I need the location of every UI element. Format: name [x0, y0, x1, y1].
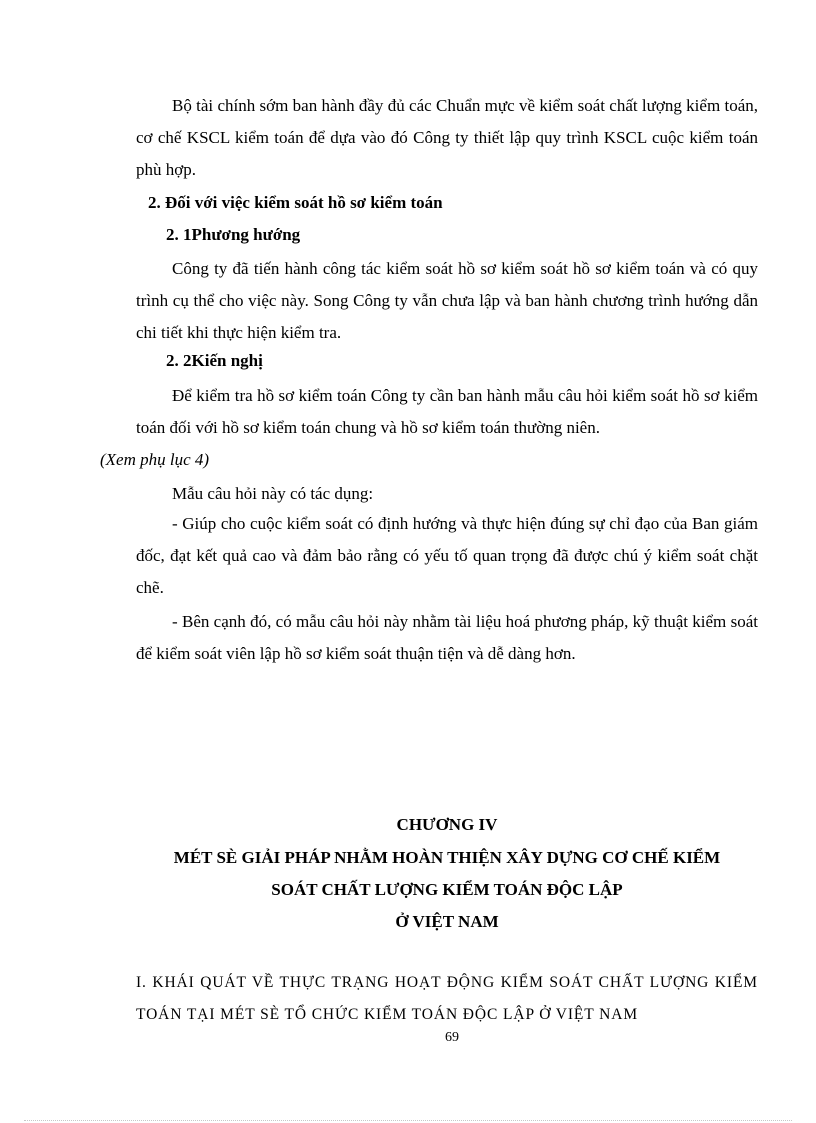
- subsection-2-1-heading: 2. 1Phương hướng: [166, 225, 301, 244]
- page-number: 69: [445, 1030, 459, 1045]
- appendix-note: (Xem phụ lục 4): [100, 450, 210, 469]
- chapter-label: CHƯƠNG IV: [396, 815, 498, 834]
- effects-intro: Mẫu câu hỏi này có tác dụng:: [172, 484, 374, 503]
- page-bottom-divider: [24, 1120, 792, 1121]
- chapter-title-line-1: MÉT SÈ GIẢI PHÁP NHẰM HOÀN THIỆN XÂY DỰNG CƠ CHẾ KIỂM: [173, 848, 721, 867]
- bullet-2: - Bên cạnh đó, có mẫu câu hỏi này nhằm tài liệu hoá phương pháp, kỹ thuật kiểm soát để kiểm soát viên lập hồ sơ kiểm soát thuận tiện và dễ dàng hơn.: [136, 612, 758, 663]
- subsection-2-2-paragraph: Để kiểm tra hồ sơ kiểm toán Công ty cần ban hành mẫu câu hỏi kiểm soát hồ sơ kiểm toán đối với hồ sơ kiểm toán chung và hồ sơ kiểm toán thường niên.: [136, 386, 758, 437]
- chapter-title-line-3: Ở VIỆT NAM: [395, 912, 499, 931]
- section-I-heading: I. KHÁI QUÁT VỀ THỰC TRẠNG HOẠT ĐỘNG KIỂM SOÁT CHẤT LƯỢNG KIỂM TOÁN TẠI MÉT SÈ TỔ CHỨC KIỂM TOÁN ĐỘC LẬP Ở VIỆT NAM: [136, 974, 758, 1023]
- subsection-2-2-heading: 2. 2Kiến nghị: [166, 351, 263, 370]
- subsection-2-2-block: [100, 380, 758, 476]
- subsection-2-1-paragraph: Công ty đã tiến hành công tác kiểm soát hồ sơ kiểm soát hồ sơ kiểm toán và có quy trình cụ thể cho việc này. Song Công ty vẫn chưa lập và ban hành chương trình hướng dẫn chi tiết khi thực hiện kiểm tra.: [136, 259, 758, 342]
- chapter-title-line-2: SOÁT CHẤT LƯỢNG KIỂM TOÁN ĐỘC LẬP: [271, 880, 623, 899]
- bullet-1: - Giúp cho cuộc kiểm soát có định hướng và thực hiện đúng sự chỉ đạo của Ban giám đốc, đạt kết quả cao và đảm bảo rằng có yếu tố quan trọng đã được chú ý kiểm soát chặt chẽ.: [136, 514, 758, 597]
- section-2-heading: 2. Đối với việc kiểm soát hồ sơ kiểm toán: [148, 193, 443, 212]
- intro-paragraph: Bộ tài chính sớm ban hành đầy đủ các Chuẩn mực về kiểm soát chất lượng kiểm toán, cơ chế KSCL kiểm toán để dựa vào đó Công ty thiết lập quy trình KSCL cuộc kiểm toán phù hợp.: [136, 96, 758, 179]
